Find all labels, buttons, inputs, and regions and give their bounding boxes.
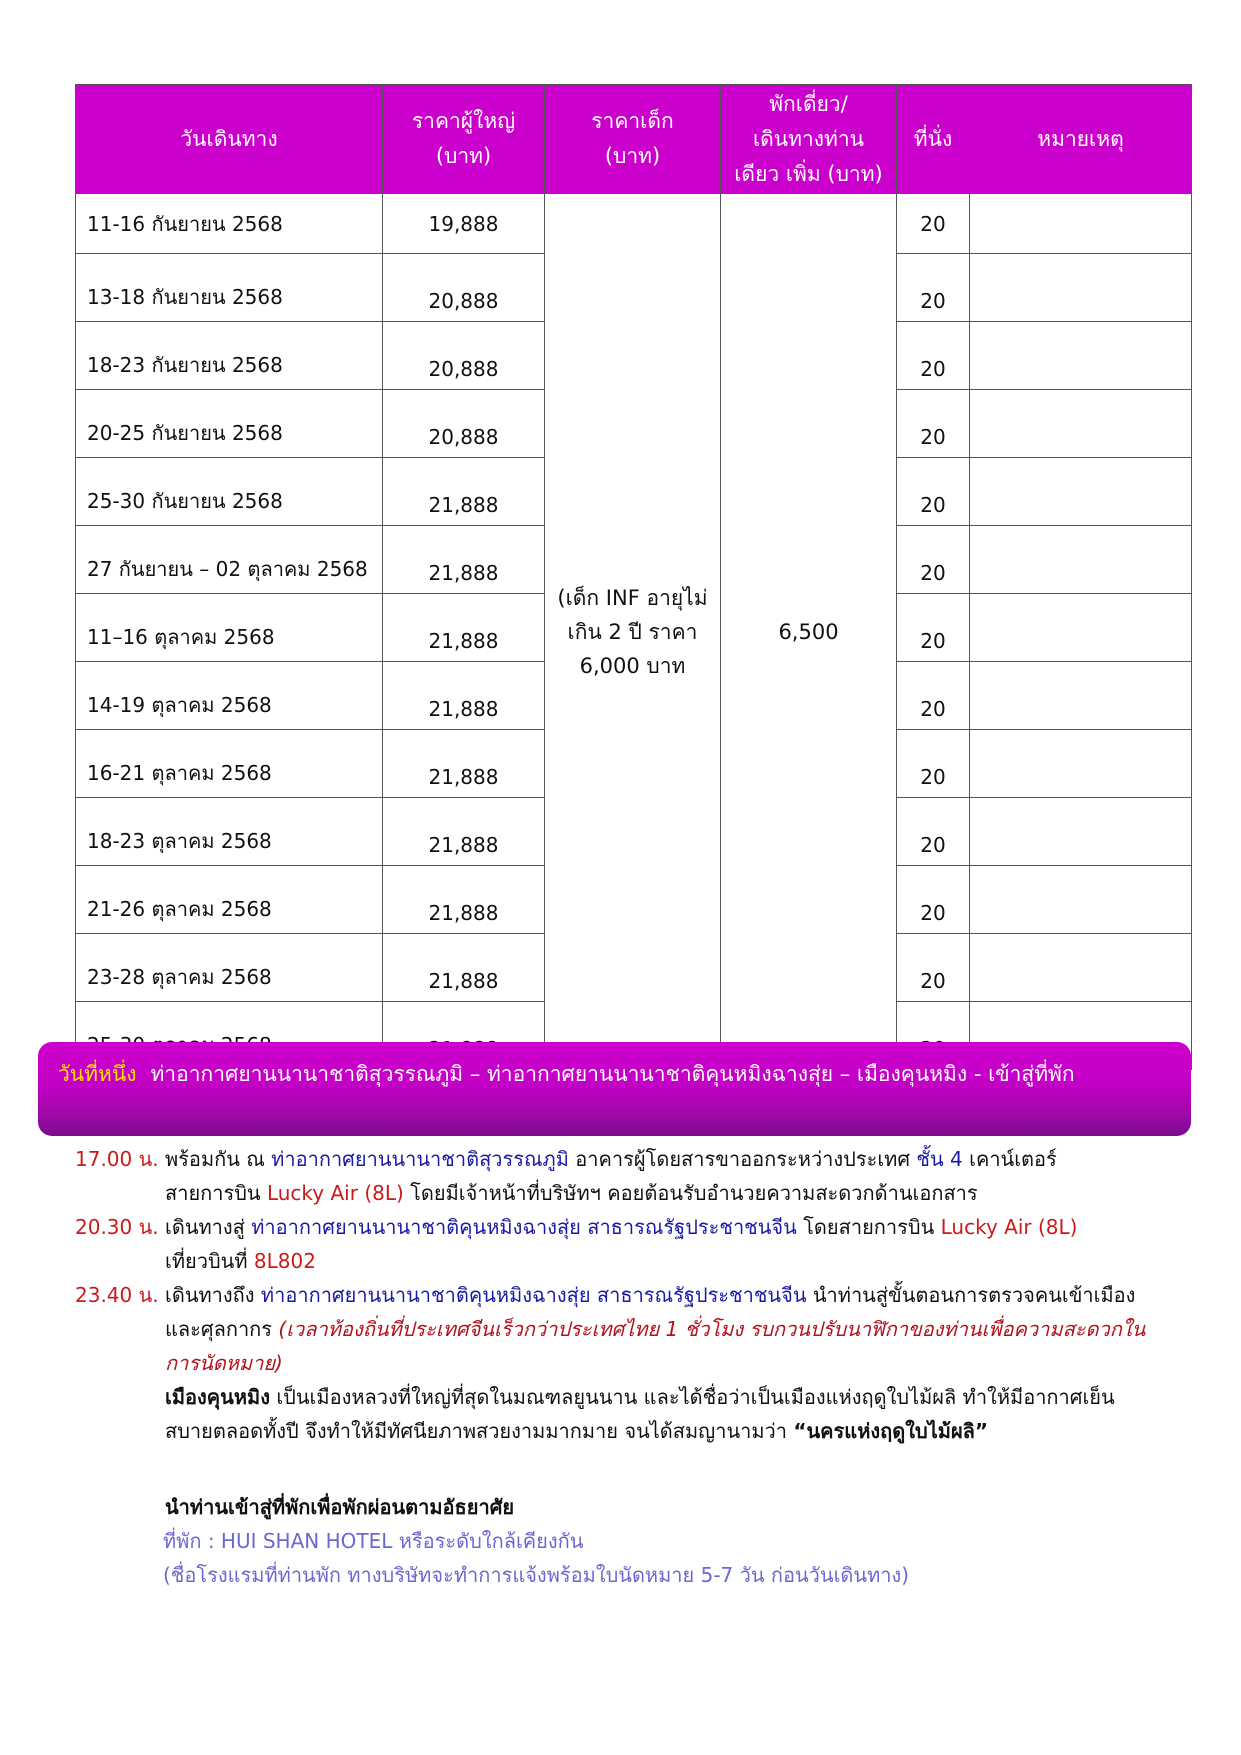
table-header-row bbox=[76, 85, 1192, 194]
time-note: (เวลาท้องถิ่นที่ประเทศจีนเร็วกว่าประเทศไทย 1 ชั่วโมง รบกวนปรับนาฬิกาของท่านเพื่อความสะดวกใน bbox=[278, 1317, 1146, 1341]
day-label: วันที่หนึ่ง bbox=[58, 1062, 137, 1086]
remarks-cell bbox=[970, 594, 1192, 662]
itinerary-item bbox=[75, 1210, 1185, 1278]
time-note: การนัดหมาย) bbox=[165, 1351, 283, 1375]
adult-price-cell: 20,888 bbox=[383, 390, 545, 458]
kunming-description: สบายตลอดทั้งปี จึงทำให้มีทัศนียภาพสวยงามมากมาย จนได้สมญานามว่า “นครแห่งฤดูใบไม้ผลิ” bbox=[165, 1419, 989, 1443]
adult-price-cell: 21,888 bbox=[383, 730, 545, 798]
date-cell: 18-23 ตุลาคม 2568 bbox=[76, 798, 383, 866]
item-line bbox=[165, 1346, 1185, 1380]
header-travel-date: วันเดินทาง bbox=[76, 85, 383, 194]
airline-name: Lucky Air (8L) bbox=[266, 1181, 404, 1205]
date-cell: 11-16 กันยายน 2568 bbox=[76, 194, 383, 254]
child-price-cell: (เด็ก INF อายุไม่ เกิน 2 ปี ราคา 6,000 บาท bbox=[545, 194, 721, 1070]
item-line: สายการบิน Lucky Air (8L) โดยมีเจ้าหน้าที่บริษัทฯ คอยต้อนรับอำนวยความสะดวกด้านเอกสาร bbox=[165, 1181, 978, 1205]
date-cell: 16-21 ตุลาคม 2568 bbox=[76, 730, 383, 798]
airport-name: ท่าอากาศยานนานาชาติสุวรรณภูมิ bbox=[271, 1147, 569, 1171]
remarks-cell bbox=[970, 798, 1192, 866]
city-nickname: “นครแห่งฤดูใบไม้ผลิ” bbox=[793, 1419, 989, 1443]
seats-cell: 20 bbox=[897, 458, 970, 526]
item-line: เดินทางถึง ท่าอากาศยานนานาชาติคุนหมิงฉางสุ่ย สาธารณรัฐประชาชนจีน นำท่านสู่ขั้นตอนการตรวจคนเข้าเมือง bbox=[165, 1283, 1136, 1307]
day-title: ท่าอากาศยานนานาชาติสุวรรณภูมิ – ท่าอากาศยานนานาชาติคุนหมิงฉางสุ่ย – เมืองคุนหมิง - เข้าสู่ที่พัก bbox=[150, 1062, 1075, 1086]
item-time: 23.40 น. bbox=[75, 1283, 159, 1307]
header-adult-price: ราคาผู้ใหญ่ (บาท) bbox=[383, 85, 545, 194]
seats-cell: 20 bbox=[897, 390, 970, 458]
item-line: เดินทางสู่ ท่าอากาศยานนานาชาติคุนหมิงฉางสุ่ย สาธารณรัฐประชาชนจีน โดยสายการบิน Lucky Air (8L) bbox=[165, 1215, 1078, 1239]
date-cell: 18-23 กันยายน 2568 bbox=[76, 322, 383, 390]
adult-price-cell: 21,888 bbox=[383, 798, 545, 866]
kunming-description: เมืองคุนหมิง เป็นเมืองหลวงที่ใหญ่ที่สุดในมณฑลยูนนาน และได้ชื่อว่าเป็นเมืองแห่งฤดูใบไม้ผลิ ทำให้มีอากาศเย็น bbox=[165, 1385, 1115, 1409]
date-cell: 20-25 กันยายน 2568 bbox=[76, 390, 383, 458]
itinerary-item bbox=[75, 1142, 1185, 1210]
remarks-cell bbox=[970, 458, 1192, 526]
remarks-cell bbox=[970, 194, 1192, 254]
seats-cell: 20 bbox=[897, 194, 970, 254]
date-cell: 11–16 ตุลาคม 2568 bbox=[76, 594, 383, 662]
adult-price-cell: 21,888 bbox=[383, 662, 545, 730]
remarks-cell bbox=[970, 866, 1192, 934]
item-line: พร้อมกัน ณ ท่าอากาศยานนานาชาติสุวรรณภูมิ อาคารผู้โดยสารขาออกระหว่างประเทศ ชั้น 4 เคาน์เตอร์ bbox=[165, 1147, 1057, 1171]
item-time: 20.30 น. bbox=[75, 1215, 159, 1239]
seats-cell: 20 bbox=[897, 934, 970, 1002]
seats-cell: 20 bbox=[897, 322, 970, 390]
remarks-cell bbox=[970, 662, 1192, 730]
day1-header-banner bbox=[38, 1042, 1191, 1136]
header-remarks: หมายเหตุ bbox=[970, 85, 1192, 194]
flight-number: 8L802 bbox=[253, 1249, 316, 1273]
adult-price-cell: 21,888 bbox=[383, 458, 545, 526]
remarks-cell bbox=[970, 322, 1192, 390]
hotel-name: ที่พัก : HUI SHAN HOTEL หรือระดับใกล้เคียงกัน bbox=[163, 1529, 584, 1553]
item-time: 17.00 น. bbox=[75, 1147, 159, 1171]
remarks-cell bbox=[970, 390, 1192, 458]
seats-cell: 20 bbox=[897, 254, 970, 322]
item-line: เที่ยวบินที่ 8L802 bbox=[165, 1249, 316, 1273]
date-cell: 21-26 ตุลาคม 2568 bbox=[76, 866, 383, 934]
single-supplement-cell: 6,500 bbox=[721, 194, 897, 1070]
table-row bbox=[76, 194, 1192, 254]
remarks-cell bbox=[970, 254, 1192, 322]
header-child-price: ราคาเด็ก (บาท) bbox=[545, 85, 721, 194]
adult-price-cell: 20,888 bbox=[383, 254, 545, 322]
date-cell: 13-18 กันยายน 2568 bbox=[76, 254, 383, 322]
header-single-supplement: พักเดี่ยว/ เดินทางท่าน เดียว เพิ่ม (บาท) bbox=[721, 85, 897, 194]
hotel-note: (ชื่อโรงแรมที่ท่านพัก ทางบริษัทจะทำการแจ้งพร้อมใบนัดหมาย 5-7 วัน ก่อนวันเดินทาง) bbox=[163, 1563, 910, 1587]
seats-cell: 20 bbox=[897, 662, 970, 730]
adult-price-cell: 19,888 bbox=[383, 194, 545, 254]
floor-number: ชั้น 4 bbox=[916, 1147, 963, 1171]
adult-price-cell: 20,888 bbox=[383, 322, 545, 390]
header-seats: ที่นั่ง bbox=[897, 85, 970, 194]
remarks-cell bbox=[970, 730, 1192, 798]
remarks-cell bbox=[970, 934, 1192, 1002]
price-table bbox=[75, 84, 1192, 1070]
date-cell: 25-30 กันยายน 2568 bbox=[76, 458, 383, 526]
airport-name: ท่าอากาศยานนานาชาติคุนหมิงฉางสุ่ย สาธารณรัฐประชาชนจีน bbox=[260, 1283, 807, 1307]
seats-cell: 20 bbox=[897, 594, 970, 662]
rest-note: นำท่านเข้าสู่ที่พักเพื่อพักผ่อนตามอัธยาศัย bbox=[165, 1495, 515, 1519]
adult-price-cell: 21,888 bbox=[383, 594, 545, 662]
item-line: และศุลกากร (เวลาท้องถิ่นที่ประเทศจีนเร็วกว่าประเทศไทย 1 ชั่วโมง รบกวนปรับนาฬิกาของท่านเพื่อความสะดวกใน bbox=[165, 1317, 1146, 1341]
adult-price-cell: 21,888 bbox=[383, 526, 545, 594]
airline-name: Lucky Air (8L) bbox=[940, 1215, 1078, 1239]
itinerary-day1 bbox=[75, 1142, 1185, 1592]
remarks-cell bbox=[970, 526, 1192, 594]
date-cell: 27 กันยายน – 02 ตุลาคม 2568 bbox=[76, 526, 383, 594]
adult-price-cell: 21,888 bbox=[383, 934, 545, 1002]
seats-cell: 20 bbox=[897, 730, 970, 798]
seats-cell: 20 bbox=[897, 798, 970, 866]
city-name: เมืองคุนหมิง bbox=[165, 1385, 270, 1409]
itinerary-item bbox=[75, 1278, 1185, 1592]
date-cell: 23-28 ตุลาคม 2568 bbox=[76, 934, 383, 1002]
seats-cell: 20 bbox=[897, 866, 970, 934]
date-cell: 14-19 ตุลาคม 2568 bbox=[76, 662, 383, 730]
seats-cell: 20 bbox=[897, 526, 970, 594]
adult-price-cell: 21,888 bbox=[383, 866, 545, 934]
airport-name: ท่าอากาศยานนานาชาติคุนหมิงฉางสุ่ย สาธารณรัฐประชาชนจีน bbox=[251, 1215, 797, 1239]
